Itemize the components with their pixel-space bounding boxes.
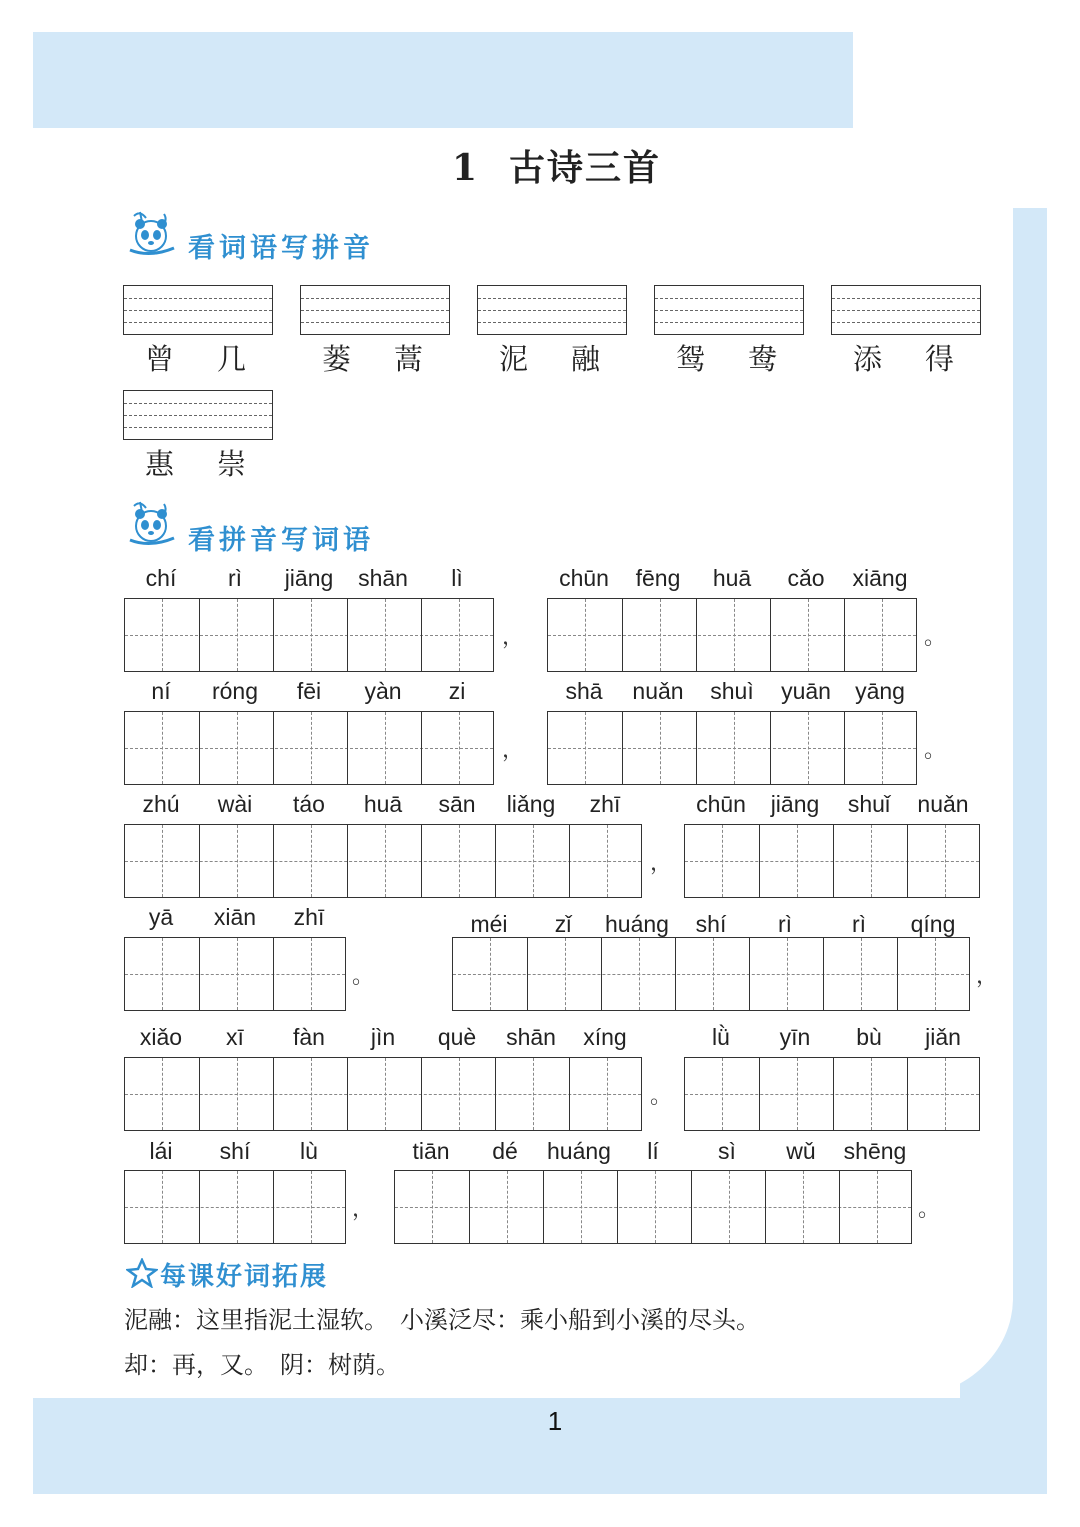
lesson-title-text: 古诗三首 bbox=[509, 147, 662, 189]
pinyin-label: chí bbox=[145, 565, 177, 591]
punctuation-mark: 。 bbox=[650, 1084, 673, 1109]
page-number: 1 bbox=[547, 1406, 563, 1436]
writing-cell[interactable] bbox=[395, 1171, 469, 1243]
punctuation-mark: ， bbox=[650, 851, 673, 876]
pinyin-label: shí bbox=[695, 911, 727, 937]
writing-cell[interactable] bbox=[125, 825, 199, 897]
writing-cell[interactable] bbox=[675, 938, 749, 1010]
pinyin-label: zhú bbox=[142, 791, 180, 817]
word-character: 崇 bbox=[217, 447, 247, 481]
pinyin-label: róng bbox=[211, 678, 259, 704]
character-grid[interactable] bbox=[684, 1057, 980, 1131]
pinyin-label: què bbox=[437, 1024, 477, 1050]
writing-cell[interactable] bbox=[125, 599, 199, 671]
section-heading-write-words: 看拼音写词语 bbox=[188, 525, 374, 556]
pinyin-writing-box[interactable] bbox=[123, 285, 273, 335]
pinyin-label: huáng bbox=[605, 911, 669, 937]
writing-cell[interactable] bbox=[543, 1171, 617, 1243]
pinyin-label: tiān bbox=[412, 1138, 450, 1164]
pinyin-label: cǎo bbox=[787, 565, 825, 591]
punctuation-mark: ， bbox=[352, 1197, 375, 1222]
punctuation-mark: 。 bbox=[352, 964, 375, 989]
pinyin-label: fēng bbox=[635, 565, 681, 591]
writing-cell[interactable] bbox=[696, 712, 770, 784]
word-character: 鸳 bbox=[676, 342, 706, 376]
pinyin-label: rì bbox=[227, 565, 243, 591]
word-character: 曾 bbox=[145, 342, 175, 376]
character-grid[interactable] bbox=[124, 1057, 642, 1131]
pinyin-label: jiǎn bbox=[925, 1024, 961, 1050]
character-grid[interactable] bbox=[684, 824, 980, 898]
top-band bbox=[33, 32, 853, 128]
pinyin-label: huā bbox=[712, 565, 752, 591]
pinyin-label: nuǎn bbox=[917, 791, 969, 817]
character-grid[interactable] bbox=[124, 1170, 346, 1244]
pinyin-writing-box[interactable] bbox=[654, 285, 804, 335]
word-character: 融 bbox=[571, 342, 601, 376]
writing-cell[interactable] bbox=[691, 1171, 765, 1243]
writing-cell[interactable] bbox=[125, 712, 199, 784]
word-character: 泥 bbox=[499, 342, 529, 376]
pinyin-label: jiāng bbox=[770, 791, 820, 817]
writing-cell[interactable] bbox=[833, 1058, 907, 1130]
panda-icon bbox=[126, 210, 176, 256]
writing-cell[interactable] bbox=[839, 1171, 913, 1243]
writing-cell[interactable] bbox=[273, 825, 347, 897]
pinyin-label: zi bbox=[448, 678, 466, 704]
pinyin-label: jìn bbox=[370, 1024, 396, 1050]
word-character: 添 bbox=[853, 342, 883, 376]
writing-cell[interactable] bbox=[199, 1171, 273, 1243]
pinyin-label: táo bbox=[293, 791, 325, 817]
word-character: 几 bbox=[217, 342, 247, 376]
writing-cell[interactable] bbox=[273, 599, 347, 671]
writing-cell[interactable] bbox=[897, 938, 971, 1010]
pinyin-label: fēi bbox=[296, 678, 322, 704]
writing-cell[interactable] bbox=[273, 938, 347, 1010]
writing-cell[interactable] bbox=[622, 599, 696, 671]
pinyin-label: zǐ bbox=[554, 911, 572, 937]
pinyin-label: huā bbox=[363, 791, 403, 817]
writing-cell[interactable] bbox=[469, 1171, 543, 1243]
pinyin-label: shān bbox=[506, 1024, 556, 1050]
pinyin-label: lì bbox=[451, 565, 463, 591]
pinyin-label: xíng bbox=[583, 1024, 627, 1050]
pinyin-label: chūn bbox=[696, 791, 746, 817]
writing-cell[interactable] bbox=[347, 825, 421, 897]
pinyin-label: liǎng bbox=[506, 791, 556, 817]
writing-cell[interactable] bbox=[273, 1171, 347, 1243]
pinyin-label: shuì bbox=[710, 678, 754, 704]
pinyin-label: qíng bbox=[910, 911, 956, 937]
pinyin-label: shuǐ bbox=[847, 791, 891, 817]
pinyin-writing-box[interactable] bbox=[831, 285, 981, 335]
lesson-title bbox=[0, 140, 1080, 191]
writing-cell[interactable] bbox=[759, 825, 833, 897]
writing-cell[interactable] bbox=[844, 599, 918, 671]
writing-cell[interactable] bbox=[495, 825, 569, 897]
pinyin-label: zhī bbox=[589, 791, 621, 817]
pinyin-label: huáng bbox=[547, 1138, 611, 1164]
writing-cell[interactable] bbox=[759, 1058, 833, 1130]
character-grid[interactable] bbox=[547, 711, 917, 785]
pinyin-label: dé bbox=[492, 1138, 518, 1164]
writing-cell[interactable] bbox=[569, 1058, 643, 1130]
word-character: 蒿 bbox=[394, 342, 424, 376]
writing-cell[interactable] bbox=[622, 712, 696, 784]
pinyin-label: rì bbox=[851, 911, 867, 937]
writing-cell[interactable] bbox=[199, 825, 273, 897]
writing-cell[interactable] bbox=[844, 712, 918, 784]
writing-cell[interactable] bbox=[617, 1171, 691, 1243]
writing-cell[interactable] bbox=[421, 712, 495, 784]
expansion-line-2: 却：再，又。 阴：树荫。 bbox=[124, 1351, 400, 1379]
writing-cell[interactable] bbox=[548, 599, 622, 671]
writing-cell[interactable] bbox=[199, 712, 273, 784]
pinyin-label: yā bbox=[148, 904, 174, 930]
writing-cell[interactable] bbox=[770, 712, 844, 784]
writing-cell[interactable] bbox=[199, 1058, 273, 1130]
character-grid[interactable] bbox=[452, 937, 970, 1011]
lesson-number: 1 bbox=[451, 147, 480, 189]
pinyin-label: lǜ bbox=[712, 1024, 730, 1050]
punctuation-mark: 。 bbox=[918, 1197, 941, 1222]
writing-cell[interactable] bbox=[601, 938, 675, 1010]
pinyin-label: rì bbox=[777, 911, 793, 937]
writing-cell[interactable] bbox=[696, 599, 770, 671]
pinyin-label: zhī bbox=[293, 904, 325, 930]
pinyin-label: wài bbox=[217, 791, 253, 817]
punctuation-mark: ， bbox=[976, 964, 999, 989]
writing-cell[interactable] bbox=[770, 599, 844, 671]
writing-cell[interactable] bbox=[125, 1171, 199, 1243]
punctuation-mark: ， bbox=[502, 738, 525, 763]
punctuation-mark: 。 bbox=[924, 738, 947, 763]
pinyin-label: shí bbox=[219, 1138, 251, 1164]
pinyin-label: nuǎn bbox=[632, 678, 684, 704]
section-heading-word-expansion: 每课好词拓展 bbox=[160, 1262, 329, 1292]
character-grid[interactable] bbox=[547, 598, 917, 672]
right-band bbox=[1013, 208, 1047, 1408]
writing-cell[interactable] bbox=[907, 825, 981, 897]
panda-icon bbox=[126, 500, 176, 546]
pinyin-label: yàn bbox=[364, 678, 402, 704]
character-grid[interactable] bbox=[124, 937, 346, 1011]
pinyin-label: lái bbox=[149, 1138, 173, 1164]
section-heading-write-pinyin: 看词语写拼音 bbox=[188, 233, 374, 264]
writing-cell[interactable] bbox=[907, 1058, 981, 1130]
pinyin-writing-box[interactable] bbox=[300, 285, 450, 335]
punctuation-mark: ， bbox=[502, 625, 525, 650]
word-character: 惠 bbox=[145, 447, 175, 481]
writing-cell[interactable] bbox=[685, 1058, 759, 1130]
writing-cell[interactable] bbox=[421, 825, 495, 897]
writing-cell[interactable] bbox=[347, 1058, 421, 1130]
pinyin-label: yīn bbox=[779, 1024, 811, 1050]
pinyin-label: lù bbox=[300, 1138, 318, 1164]
pinyin-label: shān bbox=[358, 565, 408, 591]
writing-cell[interactable] bbox=[569, 825, 643, 897]
character-grid[interactable] bbox=[394, 1170, 912, 1244]
writing-cell[interactable] bbox=[421, 1058, 495, 1130]
pinyin-label: xiǎo bbox=[139, 1024, 183, 1050]
writing-cell[interactable] bbox=[273, 1058, 347, 1130]
writing-cell[interactable] bbox=[685, 825, 759, 897]
pinyin-label: chūn bbox=[559, 565, 609, 591]
pinyin-label: méi bbox=[470, 911, 508, 937]
writing-cell[interactable] bbox=[199, 599, 273, 671]
pinyin-label: shēng bbox=[843, 1138, 907, 1164]
writing-cell[interactable] bbox=[453, 938, 527, 1010]
writing-cell[interactable] bbox=[199, 938, 273, 1010]
writing-cell[interactable] bbox=[273, 712, 347, 784]
writing-cell[interactable] bbox=[347, 599, 421, 671]
pinyin-label: lí bbox=[647, 1138, 659, 1164]
writing-cell[interactable] bbox=[833, 825, 907, 897]
pinyin-label: yāng bbox=[855, 678, 905, 704]
star-icon bbox=[126, 1258, 158, 1288]
writing-cell[interactable] bbox=[495, 1058, 569, 1130]
word-character: 得 bbox=[925, 342, 955, 376]
expansion-line-1: 泥融：这里指泥土湿软。 小溪泛尽：乘小船到小溪的尽头。 bbox=[124, 1306, 760, 1334]
pinyin-label: sì bbox=[718, 1138, 736, 1164]
corner-curve bbox=[960, 1300, 1013, 1398]
character-grid[interactable] bbox=[124, 711, 494, 785]
pinyin-label: fàn bbox=[293, 1024, 325, 1050]
character-grid[interactable] bbox=[124, 598, 494, 672]
pinyin-label: xiāng bbox=[852, 565, 908, 591]
writing-cell[interactable] bbox=[527, 938, 601, 1010]
pinyin-label: jiāng bbox=[284, 565, 334, 591]
writing-cell[interactable] bbox=[125, 1058, 199, 1130]
pinyin-label: wǔ bbox=[786, 1138, 816, 1164]
character-grid[interactable] bbox=[124, 824, 642, 898]
pinyin-label: yuān bbox=[781, 678, 831, 704]
writing-cell[interactable] bbox=[765, 1171, 839, 1243]
writing-cell[interactable] bbox=[548, 712, 622, 784]
pinyin-label: xī bbox=[226, 1024, 244, 1050]
punctuation-mark: 。 bbox=[924, 625, 947, 650]
writing-cell[interactable] bbox=[421, 599, 495, 671]
pinyin-writing-box[interactable] bbox=[123, 390, 273, 440]
pinyin-label: sān bbox=[438, 791, 476, 817]
writing-cell[interactable] bbox=[823, 938, 897, 1010]
word-character: 蒌 bbox=[322, 342, 352, 376]
pinyin-label: shā bbox=[565, 678, 603, 704]
pinyin-label: ní bbox=[151, 678, 171, 704]
pinyin-label: bù bbox=[856, 1024, 882, 1050]
pinyin-writing-box[interactable] bbox=[477, 285, 627, 335]
word-character: 鸯 bbox=[748, 342, 778, 376]
pinyin-label: xiān bbox=[213, 904, 257, 930]
writing-cell[interactable] bbox=[347, 712, 421, 784]
writing-cell[interactable] bbox=[749, 938, 823, 1010]
writing-cell[interactable] bbox=[125, 938, 199, 1010]
